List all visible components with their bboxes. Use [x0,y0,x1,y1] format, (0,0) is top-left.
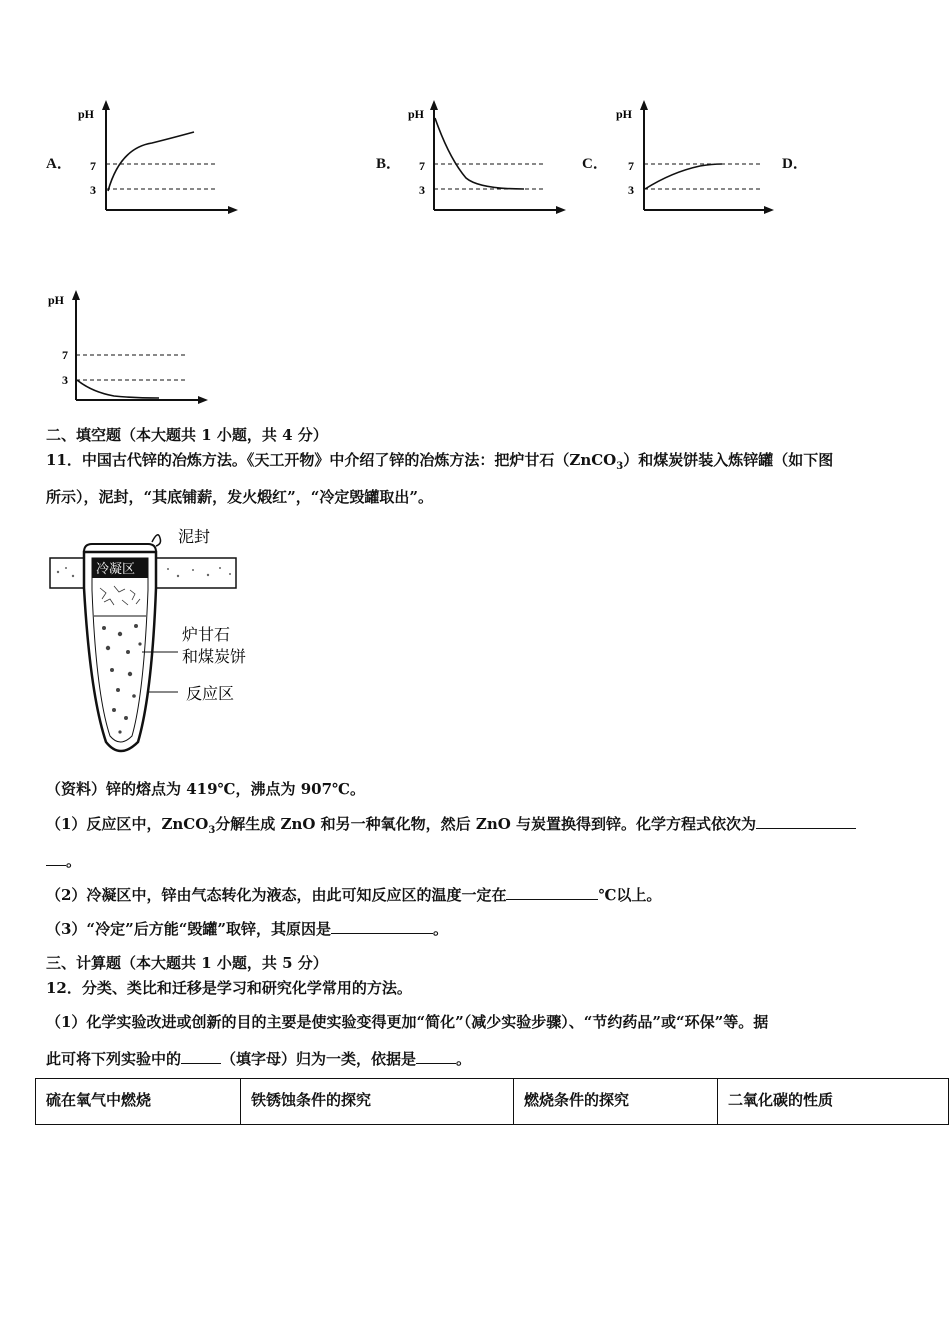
tick-3: 3 [628,183,634,197]
q12-part1-line2: 此可将下列实验中的 （填字母）归为一类，依据是 。 [46,1050,472,1068]
ph-axis-label: pH [78,107,95,121]
option-b-label: B． [376,156,402,172]
curve-d [77,380,159,398]
answer-blank[interactable] [331,919,433,934]
table-cell: 硫在氧气中燃烧 [36,1079,241,1125]
ph-axis-label: pH [408,107,425,121]
curve-b [435,118,524,189]
answer-blank[interactable] [506,885,598,900]
tick-7: 7 [90,159,96,173]
q11-part1-cont: 。 [46,850,81,871]
option-c-label: C． [582,156,608,172]
answer-blank[interactable] [181,1049,221,1064]
section2-heading: 二、填空题（本大题共 1 小题，共 4 分） [46,426,328,444]
tick-3: 3 [90,183,96,197]
table-cell: 铁锈蚀条件的探究 [241,1079,514,1125]
zinc-info: （资料）锌的熔点为 419℃，沸点为 907℃。 [46,780,366,798]
answer-blank[interactable] [756,814,856,829]
q12-part1-line1: （1）化学实验改进或创新的目的主要是使实验变得更加“简化”（减少实验步骤）、“节约药品”或“环保”等。据 [46,1013,769,1031]
tick-7: 7 [628,159,634,173]
option-d-label: D． [782,156,808,172]
ph-axis-label: pH [616,107,633,121]
table-cell: 二氧化碳的性质 [718,1079,949,1125]
q11-part2: （2）冷凝区中，锌由气态转化为液态，由此可知反应区的温度一定在 ℃以上。 [46,886,662,904]
section3-heading: 三、计算题（本大题共 1 小题，共 5 分） [46,954,328,972]
seal-label: 泥封 [178,529,211,546]
zinc-furnace-figure [48,524,268,764]
table-row [36,1079,949,1125]
q11-line1: 11．中国古代锌的冶炼方法。《天工开物》中介绍了锌的冶炼方法：把炉甘石（ZnCO$_3$）和煤炭饼装入炼锌罐（如下图 [46,451,834,472]
answer-blank[interactable] [46,851,66,866]
tick-3: 3 [419,183,425,197]
q12-intro: 12．分类、类比和迁移是学习和研究化学常用的方法。 [46,979,412,997]
option-a-graph [72,98,247,218]
tick-3: 3 [62,373,68,387]
ph-axis-label: pH [48,293,65,307]
material-label-1: 炉甘石 [182,627,231,644]
table-cell: 燃烧条件的探究 [514,1079,718,1125]
curve-c [645,164,722,189]
material-label-2: 和煤炭饼 [182,649,247,666]
answer-blank[interactable] [416,1049,456,1064]
tick-7: 7 [419,159,425,173]
option-b-graph [404,98,579,218]
option-d-graph [44,288,219,408]
q11-part1: （1）反应区中，ZnCO$_3$分解生成 ZnO 和另一种氧化物，然后 ZnO 与炭置换得到锌。化学方程式依次为 [46,813,856,836]
reaction-zone-label: 反应区 [186,686,235,703]
condense-zone-label: 冷凝区 [96,561,136,576]
q11-line2: 所示），泥封，“其底铺薪，发火煅红”，“冷定毁罐取出”。 [46,488,434,506]
option-c-graph [612,98,787,218]
tick-7: 7 [62,348,68,362]
q11-part3: （3）“冷定”后方能“毁罐”取锌，其原因是 。 [46,920,448,938]
experiment-table [35,1078,949,1125]
option-a-label: A． [46,156,72,172]
curve-a [108,132,194,191]
